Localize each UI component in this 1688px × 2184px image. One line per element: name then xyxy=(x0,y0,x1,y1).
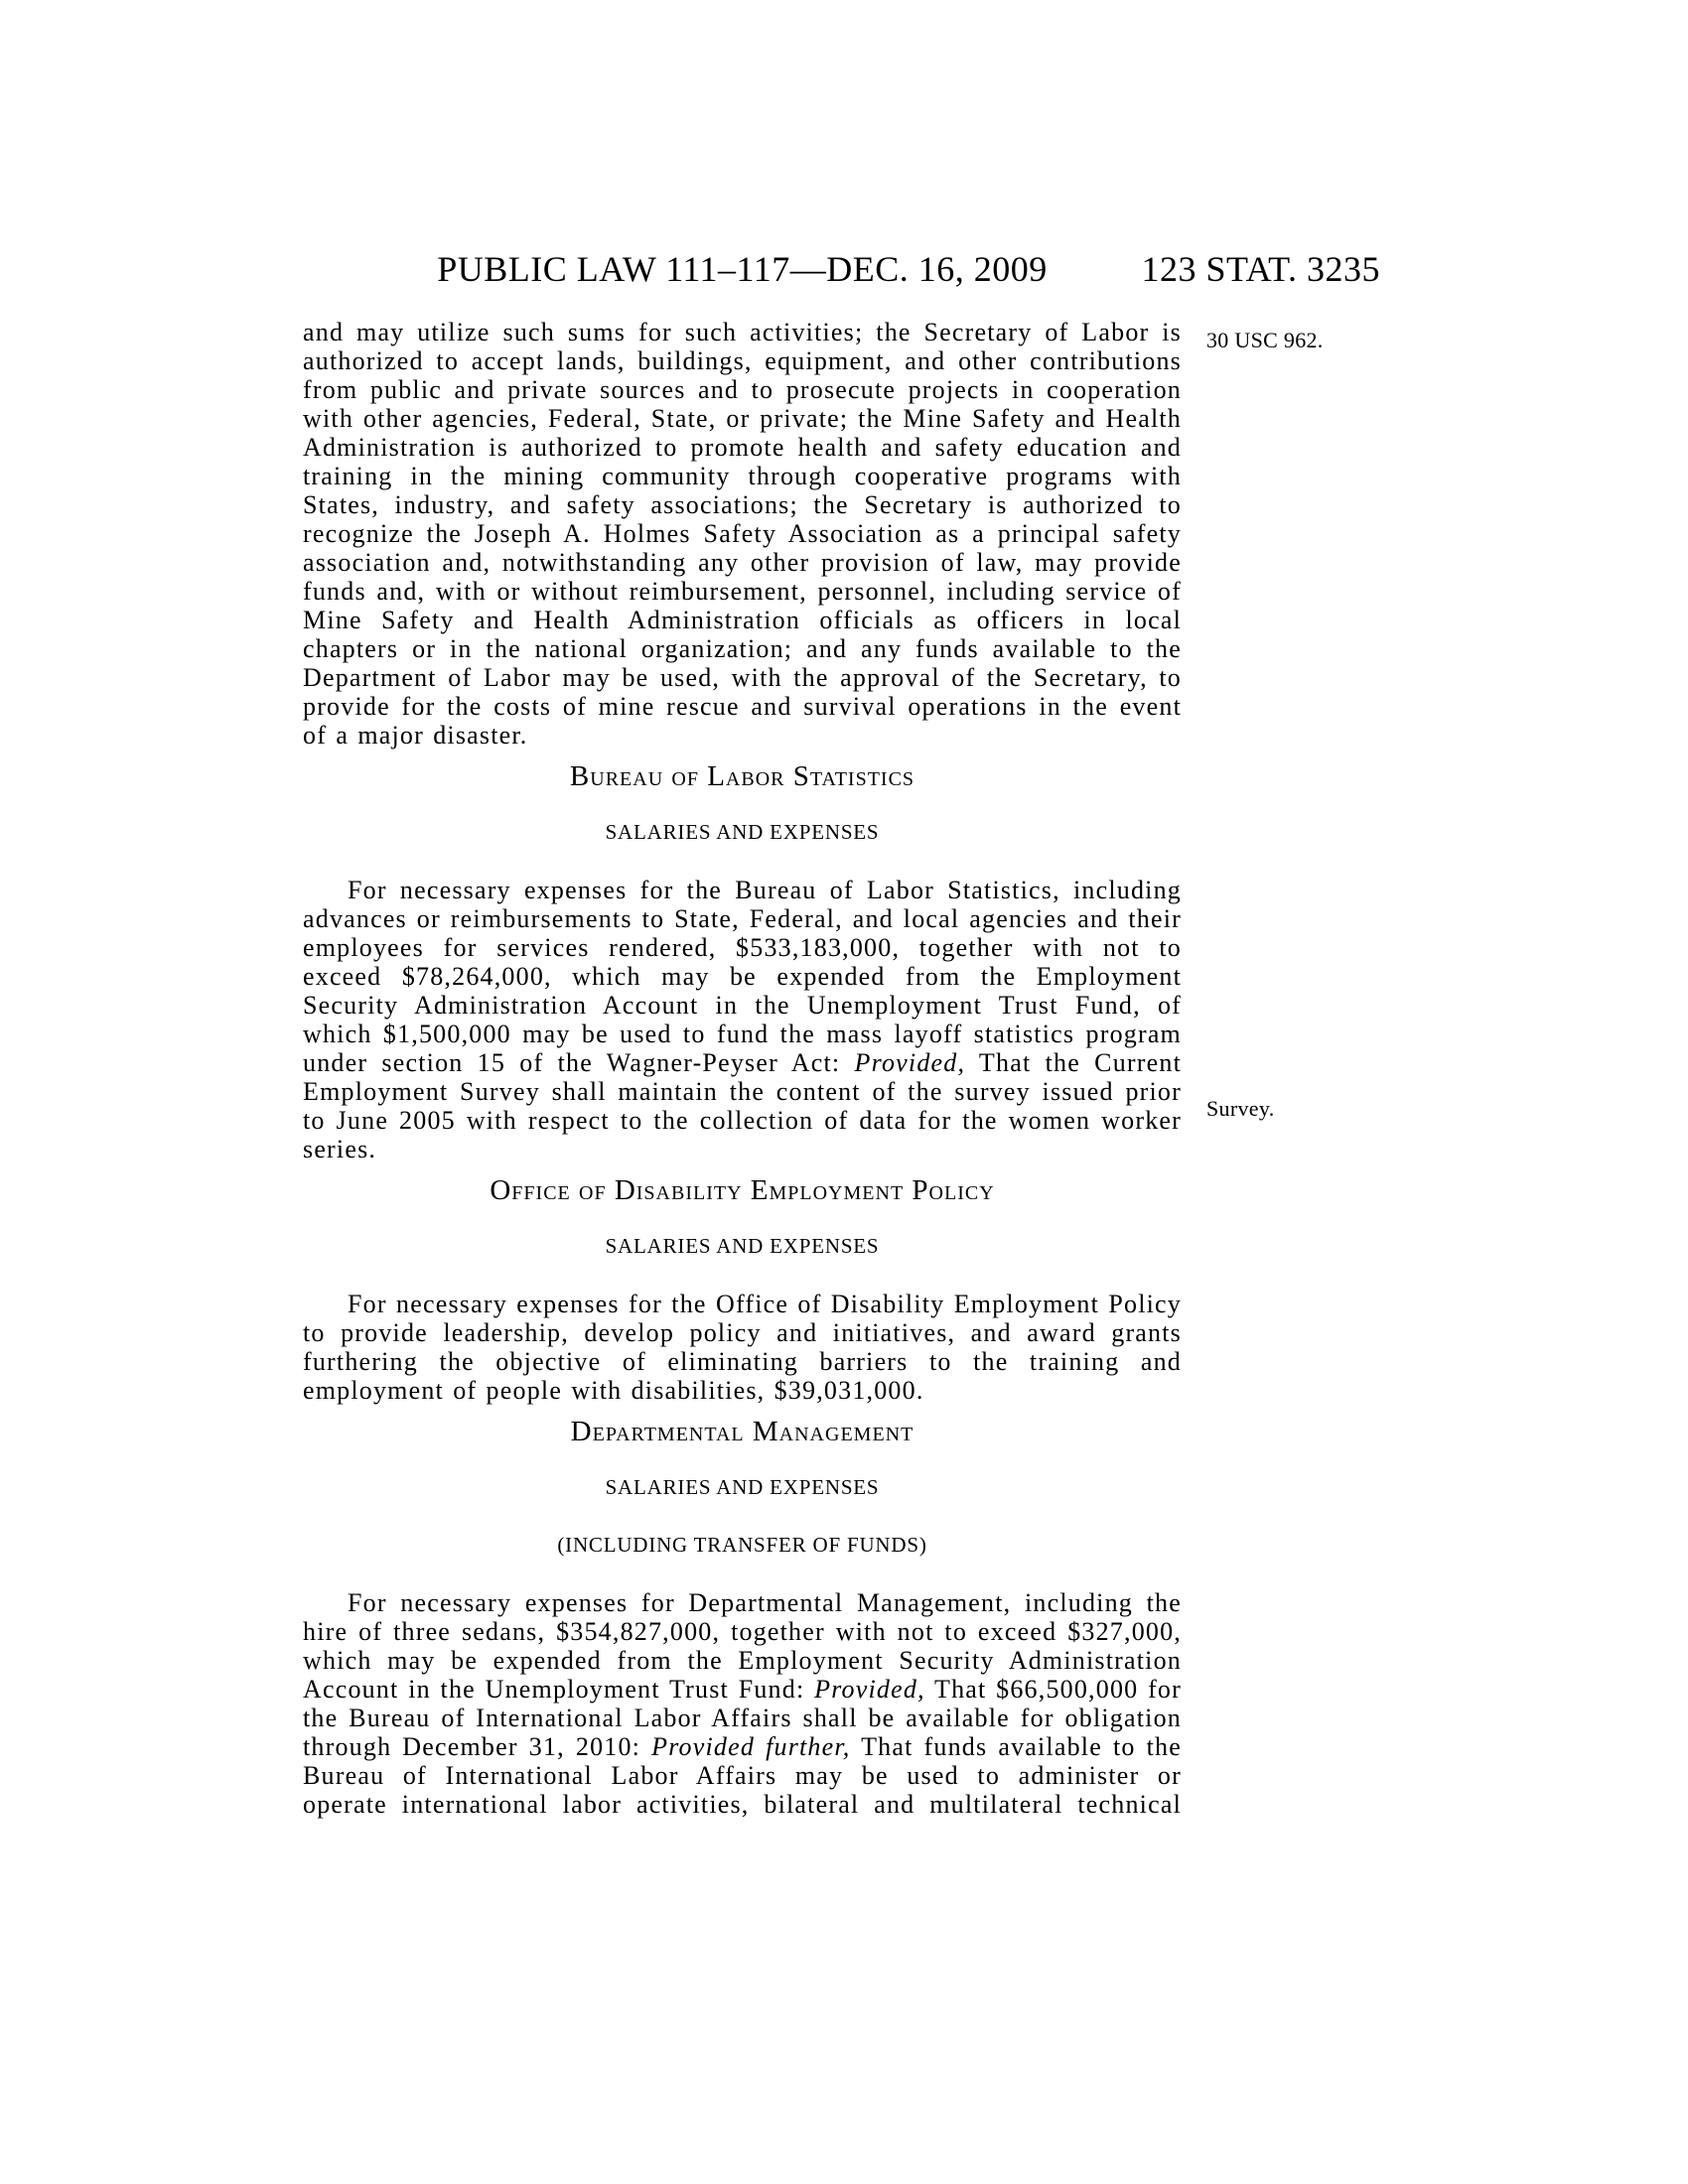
paragraph-bls-appropriation xyxy=(303,876,1182,1163)
paragraph-text: and may utilize such sums for such activities; the Secretary of Labor is authorized to accept lands, buildings, equipment, and other contributions from public and private sources and to prosecute projects in cooperation with other agencies, Federal, State, or private; the Mine Safety and Health Administration is authorized to promote health and safety education and training in the mining community through cooperative programs with States, industry, and safety associations; the Secretary is authorized to recognize the Joseph A. Holmes Safety Association as a principal safety association and, notwithstanding any other provision of law, may provide funds and, with or without reimbursement, personnel, including service of Mine Safety and Health Administration officials as officers in local chapters or in the national organization; and any funds available to the Department of Labor may be used, with the approval of the Secretary, to provide for the costs of mine rescue and survival operations in the event of a major disaster. xyxy=(303,318,1182,750)
statute-text-column xyxy=(303,318,1182,1819)
proviso-further-italic-text: Provided further, xyxy=(651,1732,851,1761)
proviso-italic-text: Provided, xyxy=(814,1675,925,1704)
heading-odep-salaries-and-expenses: SALARIES AND EXPENSES xyxy=(605,1234,880,1258)
running-head-law-title: PUBLIC LAW 111–117—DEC. 16, 2009 xyxy=(437,249,1048,289)
paragraph-msha-continuation xyxy=(303,318,1182,750)
running-head-stat-page-number: 123 STAT. 3235 xyxy=(1141,249,1380,289)
heading-bureau-of-labor-statistics: Bureau of Labor Statistics xyxy=(569,760,915,792)
heading-bls-salaries-and-expenses: SALARIES AND EXPENSES xyxy=(605,820,880,844)
margin-note-usc-citation: 30 USC 962. xyxy=(1206,328,1324,352)
heading-departmental-management: Departmental Management xyxy=(570,1416,914,1447)
paragraph-text: That funds available to the Bureau of International Labor Affairs may be used to administer or operate international labor activities, bilateral and multilateral technical xyxy=(303,1732,1182,1819)
paragraph-text: For necessary expenses for the Bureau of Labor Statistics, including advances or reimbursements to State, Federal, and local agencies and their employees for services rendered, $533,183,000, together with not to exceed $78,264,000, which may be expended from the Employment Security Administration Account in the Unemployment Trust Fund, of which $1,500,000 may be used to fund the mass layoff statistics program under section 15 of the Wagner-Peyser Act: xyxy=(303,876,1182,1077)
paragraph-text: For necessary expenses for the Office of Disability Employment Policy to provide leadership, develop policy and initiatives, and award grants furthering the objective of eliminating barriers to the training and employment of people with disabilities, $39,031,000. xyxy=(303,1290,1182,1405)
paragraph-text: For necessary expenses for Departmental Management, including the hire of three sedans, $354,827,000, together with not to exceed $327,000, which may be expended from the Employment Security Administration Account in the Unemployment Trust Fund: xyxy=(303,1588,1182,1704)
paragraph-text: That the Current Employment Survey shall maintain the content of the survey issued prior to June 2005 with respect to the collection of data for the women worker series. xyxy=(303,1048,1182,1163)
paragraph-odep-appropriation xyxy=(303,1290,1182,1405)
heading-including-transfer-of-funds: (INCLUDING TRANSFER OF FUNDS) xyxy=(557,1533,927,1557)
paragraph-text: That $66,500,000 for the Bureau of International Labor Affairs shall be available for obligation through December 31, 2010: xyxy=(303,1675,1182,1761)
heading-office-of-disability-employment-policy: Office of Disability Employment Policy xyxy=(490,1174,995,1206)
proviso-italic-text: Provided, xyxy=(854,1048,966,1077)
margin-note-survey: Survey. xyxy=(1206,1096,1275,1121)
heading-dm-salaries-and-expenses: SALARIES AND EXPENSES xyxy=(605,1475,880,1499)
paragraph-dm-appropriation xyxy=(303,1588,1182,1819)
